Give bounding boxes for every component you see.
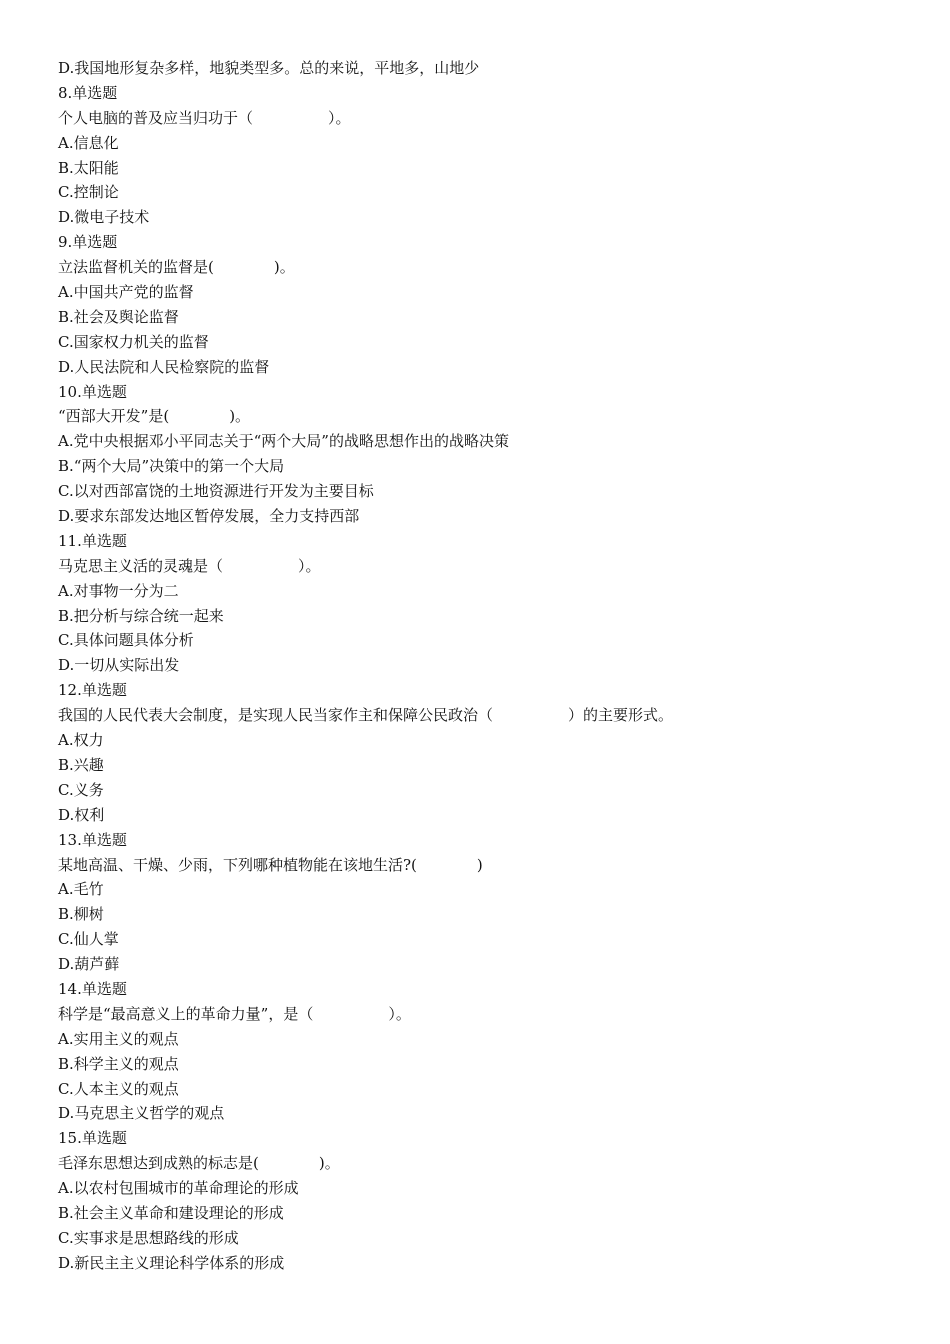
question-header: 11.单选题 [58, 531, 127, 550]
option-line: A.对事物一分为二 [58, 581, 179, 600]
question-stem: 我国的人民代表大会制度，是实现人民当家作主和保障公民政治（ ）的主要形式。 [58, 706, 674, 725]
option-line: C.国家权力机关的监督 [58, 332, 209, 351]
option-line: C.人本主义的观点 [58, 1079, 179, 1098]
option-line: B.兴趣 [58, 755, 104, 774]
question-stem: 科学是“最高意义上的革命力量”，是（ ）。 [58, 1004, 411, 1023]
question-header: 8.单选题 [58, 83, 118, 102]
option-line: C.具体问题具体分析 [58, 631, 194, 650]
option-line: B.社会及舆论监督 [58, 307, 179, 326]
option-line: D.要求东部发达地区暂停发展，全力支持西部 [58, 507, 360, 526]
question-header: 15.单选题 [58, 1129, 127, 1148]
question-header: 9.单选题 [58, 233, 118, 252]
option-line: D.新民主主义理论科学体系的形成 [58, 1253, 285, 1272]
question-header: 12.单选题 [58, 681, 127, 700]
option-line: A.实用主义的观点 [58, 1029, 179, 1048]
question-stem: “西部大开发”是( )。 [58, 407, 251, 426]
option-line: D.我国地形复杂多样，地貌类型多。总的来说，平地多，山地少 [58, 59, 480, 77]
option-line: B.“两个大局”决策中的第一个大局 [58, 457, 285, 476]
option-line: C.义务 [58, 780, 104, 799]
option-line: D.马克思主义哲学的观点 [58, 1104, 225, 1123]
question-stem: 某地高温、干燥、少雨，下列哪种植物能在该地生活?( ) [58, 855, 483, 874]
option-line: B.科学主义的观点 [58, 1054, 179, 1073]
question-stem: 立法监督机关的监督是( )。 [58, 258, 295, 277]
option-line: C.仙人掌 [58, 930, 119, 949]
option-line: B.太阳能 [58, 158, 119, 177]
option-line: D.葫芦藓 [58, 955, 120, 974]
option-line: C.实事求是思想路线的形成 [58, 1228, 239, 1247]
option-line: A.权力 [58, 731, 104, 750]
option-line: C.以对西部富饶的土地资源进行开发为主要目标 [58, 482, 374, 501]
option-line: D.人民法院和人民检察院的监督 [58, 357, 270, 376]
option-line: B.把分析与综合统一起来 [58, 606, 224, 625]
option-line: D.微电子技术 [58, 208, 150, 227]
question-stem: 马克思主义活的灵魂是（ ）。 [58, 556, 321, 575]
option-line: A.信息化 [58, 133, 119, 152]
option-line: A.毛竹 [58, 880, 104, 899]
option-line: A.党中央根据邓小平同志关于“两个大局”的战略思想作出的战略决策 [58, 432, 509, 451]
option-line: A.中国共产党的监督 [58, 283, 194, 302]
option-line: A.以农村包围城市的革命理论的形成 [58, 1179, 299, 1198]
question-header: 13.单选题 [58, 830, 127, 849]
document-body [58, 56, 918, 1276]
question-header: 14.单选题 [58, 979, 127, 998]
option-line: C.控制论 [58, 183, 119, 202]
option-line: B.柳树 [58, 905, 104, 924]
option-line: B.社会主义革命和建设理论的形成 [58, 1203, 284, 1222]
question-stem: 毛泽东思想达到成熟的标志是( )。 [58, 1154, 340, 1173]
option-line: D.权利 [58, 805, 105, 824]
question-header: 10.单选题 [58, 382, 127, 401]
option-line: D.一切从实际出发 [58, 656, 180, 675]
question-stem: 个人电脑的普及应当归功于（ ）。 [58, 108, 351, 127]
